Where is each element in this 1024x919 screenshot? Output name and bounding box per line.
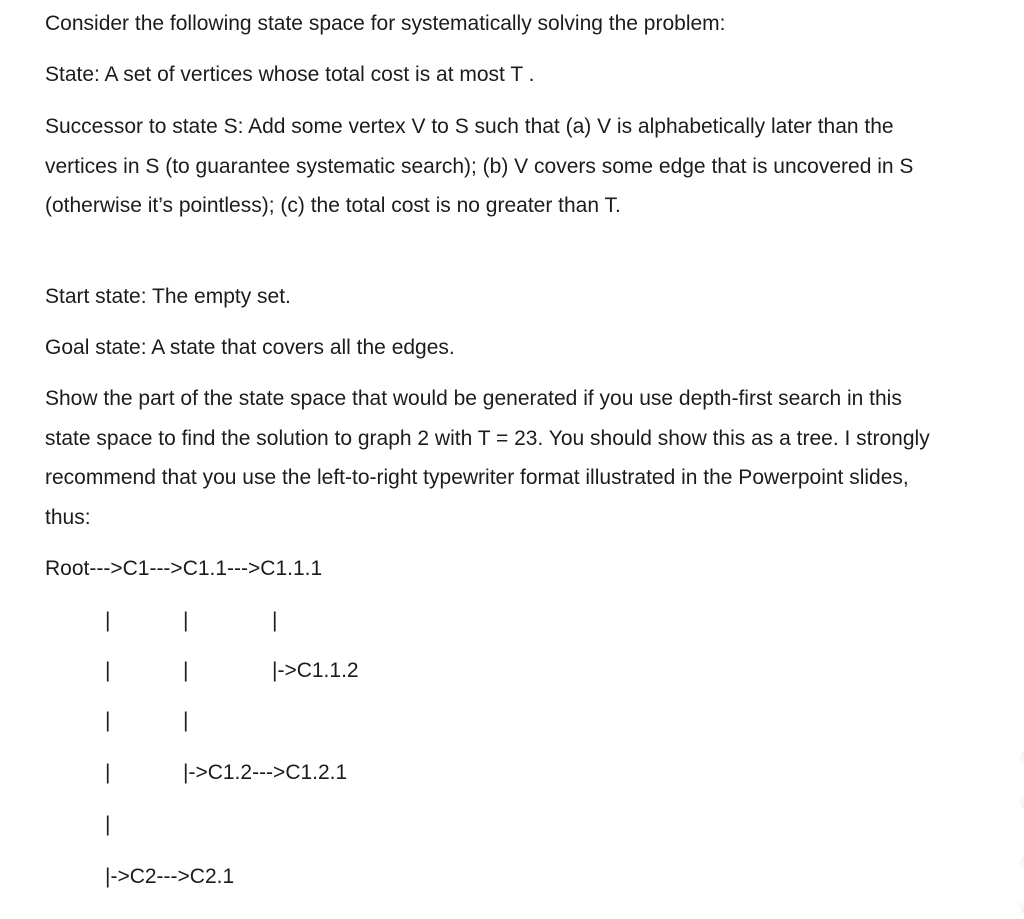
intro-paragraph: Consider the following state space for systematically solving the problem: <box>45 12 726 35</box>
tree-node-c1-2: |->C1.2--->C1.2.1 <box>183 761 348 784</box>
tree-pipe: | <box>183 609 189 632</box>
tree-pipe: | <box>272 609 278 632</box>
task-paragraph: Show the part of the state space that would be generated if you use depth-first search in this state space to find the solution to graph 2 with T = 23. You should show this as a tree. I strongly recommend that you use the left-to-right typewriter format illustrated in the Powerpoint slides, thus: <box>45 387 930 529</box>
goal-state-definition: Goal state: A state that covers all the edges. <box>45 336 455 359</box>
tree-pipe: | <box>183 709 189 732</box>
scroll-edge-shadow <box>1016 750 1024 810</box>
tree-pipe: | <box>183 659 189 682</box>
scroll-edge-shadow <box>1016 855 1024 915</box>
tree-pipe: | <box>105 761 111 784</box>
start-state-definition: Start state: The empty set. <box>45 285 291 308</box>
tree-root-line: Root--->C1--->C1.1--->C1.1.1 <box>45 557 323 580</box>
successor-definition: Successor to state S: Add some vertex V to S such that (a) V is alphabetically later than the vertices in S (to guarantee systematic search); (b) V covers some edge that is uncovered in S (otherwise it’s pointless); (c) the total cost is no greater than T. <box>45 115 914 217</box>
tree-pipe: | <box>105 659 111 682</box>
state-definition: State: A set of vertices whose total cost is at most T . <box>45 63 535 86</box>
tree-pipe: | <box>105 813 111 836</box>
tree-node-c2: |->C2--->C2.1 <box>105 865 235 888</box>
tree-pipe: | <box>105 709 111 732</box>
tree-pipe: | <box>105 609 111 632</box>
tree-node-c1-1-2: |->C1.1.2 <box>272 659 359 682</box>
